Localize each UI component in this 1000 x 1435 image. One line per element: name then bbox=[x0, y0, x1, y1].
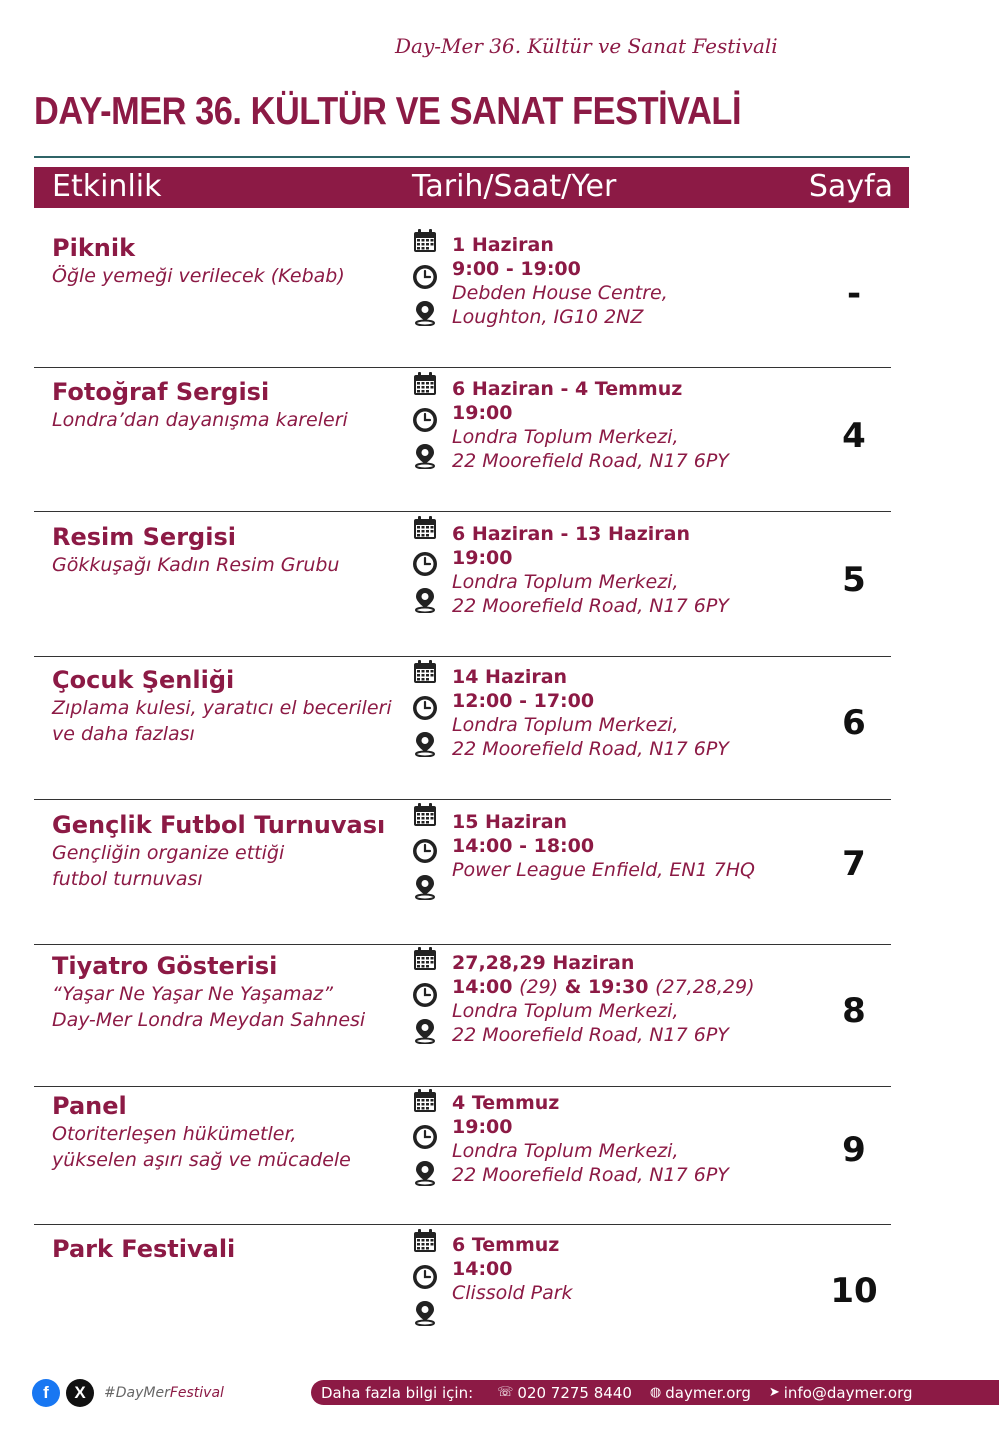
clock-icon bbox=[412, 264, 438, 290]
email-address: info@daymer.org bbox=[783, 1383, 913, 1402]
event-name: Tiyatro Gösterisi bbox=[52, 952, 278, 980]
calendar-icon bbox=[412, 1088, 438, 1114]
phone-number: 020 7275 8440 bbox=[517, 1383, 632, 1402]
phone-item[interactable] bbox=[497, 1384, 632, 1402]
event-page: 9 bbox=[842, 1130, 866, 1170]
location-pin-icon bbox=[412, 1300, 438, 1326]
event-page: 6 bbox=[842, 703, 866, 743]
event-date: 6 Temmuz bbox=[452, 1234, 560, 1256]
event-date: 27,28,29 Haziran bbox=[452, 952, 635, 974]
table-row bbox=[34, 1086, 891, 1223]
event-date: 14 Haziran bbox=[452, 666, 568, 688]
event-page: - bbox=[846, 274, 862, 314]
event-page: 8 bbox=[842, 991, 866, 1031]
clock-icon bbox=[412, 695, 438, 721]
event-time: 14:00 bbox=[452, 1258, 513, 1280]
facebook-icon[interactable]: f bbox=[32, 1379, 60, 1407]
event-time: 14:00 (29) & 19:30 (27,28,29) bbox=[452, 976, 755, 998]
calendar-icon bbox=[412, 228, 438, 254]
table-row bbox=[34, 367, 891, 510]
event-name: Çocuk Şenliği bbox=[52, 666, 235, 694]
event-time: 19:00 bbox=[452, 547, 513, 569]
event-name: Park Festivali bbox=[52, 1235, 236, 1263]
event-description: Gençliğin organize ettiği futbol turnuvası bbox=[52, 842, 285, 890]
event-place-line: Londra Toplum Merkezi, bbox=[452, 571, 679, 593]
calendar-icon bbox=[412, 659, 438, 685]
email-item[interactable] bbox=[769, 1384, 913, 1402]
event-description: Londra’dan dayanışma kareleri bbox=[52, 409, 348, 431]
event-name: Piknik bbox=[52, 234, 136, 262]
globe-icon: ◍ bbox=[649, 1385, 662, 1400]
page-title: DAY-MER 36. KÜLTÜR VE SANAT FESTİVALİ bbox=[34, 90, 742, 133]
event-place-line: 22 Moorefield Road, N17 6PY bbox=[452, 1024, 729, 1046]
calendar-icon bbox=[412, 946, 438, 972]
calendar-icon bbox=[412, 371, 438, 397]
x-icon[interactable]: X bbox=[66, 1379, 94, 1407]
header-date-time-place: Tarih/Saat/Yer bbox=[412, 169, 617, 204]
social-links bbox=[32, 1379, 224, 1407]
clock-icon bbox=[412, 1124, 438, 1150]
location-pin-icon bbox=[412, 1160, 438, 1186]
event-page: 7 bbox=[842, 844, 866, 884]
event-place-line: Debden House Centre, bbox=[452, 282, 668, 304]
event-info bbox=[452, 233, 668, 329]
event-name: Gençlik Futbol Turnuvası bbox=[52, 811, 386, 839]
event-name: Resim Sergisi bbox=[52, 523, 236, 551]
table-header bbox=[34, 167, 909, 208]
event-description: “Yaşar Ne Yaşar Ne Yaşamaz” Day-Mer Londra Meydan Sahnesi bbox=[52, 983, 366, 1031]
event-place-line: 22 Moorefield Road, N17 6PY bbox=[452, 450, 729, 472]
event-place-line: Power League Enfield, EN1 7HQ bbox=[452, 859, 756, 881]
web-item[interactable] bbox=[650, 1384, 751, 1402]
event-page: 4 bbox=[842, 416, 866, 456]
event-description: Gökkuşağı Kadın Resim Grubu bbox=[52, 554, 340, 576]
send-icon: ➤ bbox=[768, 1385, 780, 1400]
event-time: 19:00 bbox=[452, 402, 513, 424]
table-row bbox=[34, 511, 891, 654]
location-pin-icon bbox=[412, 874, 438, 900]
event-date: 6 Haziran - 13 Haziran bbox=[452, 523, 691, 545]
event-time: 12:00 - 17:00 bbox=[452, 690, 595, 712]
event-date: 4 Temmuz bbox=[452, 1092, 560, 1114]
event-description: Zıplama kulesi, yaratıcı el becerileri ve daha fazlası bbox=[52, 697, 392, 745]
event-time: 9:00 - 19:00 bbox=[452, 258, 581, 280]
event-place-line: 22 Moorefield Road, N17 6PY bbox=[452, 738, 729, 760]
event-info bbox=[452, 665, 729, 761]
event-time: 19:00 bbox=[452, 1116, 513, 1138]
calendar-icon bbox=[412, 515, 438, 541]
clock-icon bbox=[412, 407, 438, 433]
location-pin-icon bbox=[412, 1018, 438, 1044]
event-info bbox=[452, 522, 729, 618]
more-info-label: Daha fazla bilgi için: bbox=[321, 1383, 474, 1402]
clock-icon bbox=[412, 982, 438, 1008]
event-place-line: Londra Toplum Merkezi, bbox=[452, 1140, 679, 1162]
calendar-icon bbox=[412, 1228, 438, 1254]
clock-icon bbox=[412, 1264, 438, 1290]
event-info bbox=[452, 951, 755, 1047]
event-place-line: Londra Toplum Merkezi, bbox=[452, 1000, 679, 1022]
location-pin-icon bbox=[412, 300, 438, 326]
table-row bbox=[34, 222, 891, 362]
location-pin-icon bbox=[412, 731, 438, 757]
calendar-icon bbox=[412, 802, 438, 828]
event-name: Panel bbox=[52, 1092, 127, 1120]
running-head: Day-Mer 36. Kültür ve Sanat Festivali bbox=[395, 34, 778, 58]
clock-icon bbox=[412, 838, 438, 864]
hashtag: #DayMerFestival bbox=[104, 1385, 224, 1401]
event-info bbox=[452, 1091, 729, 1187]
table-row bbox=[34, 944, 891, 1085]
event-date: 1 Haziran bbox=[452, 234, 554, 256]
event-name: Fotoğraf Sergisi bbox=[52, 378, 270, 406]
event-date: 6 Haziran - 4 Temmuz bbox=[452, 378, 683, 400]
event-description: Otoriterleşen hükümetler, yükselen aşırı sağ ve mücadele bbox=[52, 1123, 351, 1171]
event-place-line: Clissold Park bbox=[452, 1282, 573, 1304]
web-address: daymer.org bbox=[665, 1383, 751, 1402]
location-pin-icon bbox=[412, 587, 438, 613]
event-date: 15 Haziran bbox=[452, 811, 568, 833]
event-place-line: Londra Toplum Merkezi, bbox=[452, 426, 679, 448]
table-row bbox=[34, 799, 891, 943]
title-divider bbox=[34, 156, 910, 158]
event-place-line: 22 Moorefield Road, N17 6PY bbox=[452, 1164, 729, 1186]
contact-bar bbox=[311, 1380, 999, 1405]
event-info bbox=[452, 377, 729, 473]
event-info bbox=[452, 810, 755, 882]
header-page: Sayfa bbox=[808, 169, 893, 204]
phone-icon: ☏ bbox=[497, 1385, 514, 1400]
event-info bbox=[452, 1233, 573, 1305]
event-page: 10 bbox=[830, 1271, 878, 1311]
table-row bbox=[34, 1224, 891, 1335]
clock-icon bbox=[412, 551, 438, 577]
event-place-line: Londra Toplum Merkezi, bbox=[452, 714, 679, 736]
table-row bbox=[34, 656, 891, 798]
event-description: Öğle yemeği verilecek (Kebab) bbox=[52, 265, 345, 287]
event-place-line: Loughton, IG10 2NZ bbox=[452, 306, 644, 328]
event-time: 14:00 - 18:00 bbox=[452, 835, 595, 857]
event-page: 5 bbox=[842, 560, 866, 600]
location-pin-icon bbox=[412, 443, 438, 469]
header-event: Etkinlik bbox=[52, 169, 162, 204]
event-place-line: 22 Moorefield Road, N17 6PY bbox=[452, 595, 729, 617]
